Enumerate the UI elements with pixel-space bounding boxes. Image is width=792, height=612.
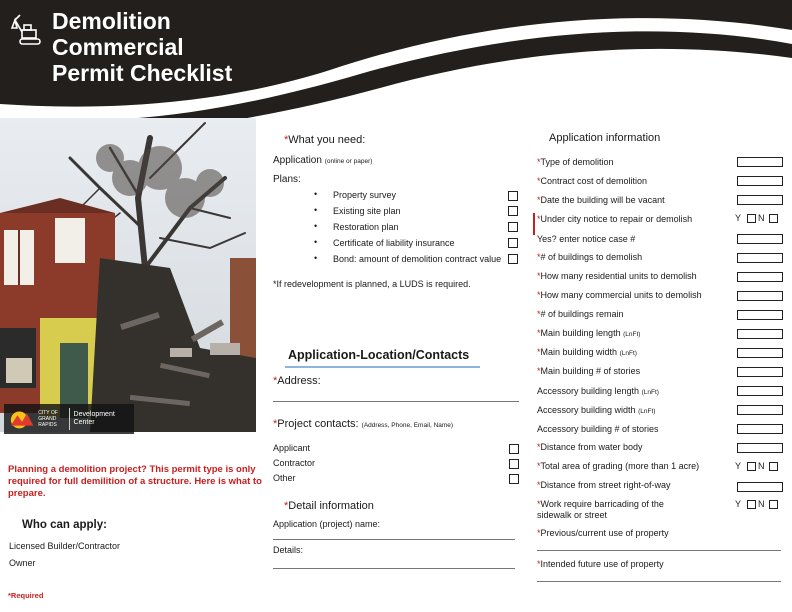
- intro-text: Planning a demolition project? This permit type is only required for full demilition of a structure. Here is what to prepare.: [8, 464, 262, 499]
- app-item-buildings-to-demolish: [537, 252, 642, 262]
- bracket-mark: [533, 213, 535, 235]
- yes-checkbox[interactable]: [747, 500, 756, 509]
- app-item-accessory-stories: [537, 424, 659, 434]
- no-checkbox[interactable]: [769, 214, 778, 223]
- type-of-demolition-field[interactable]: [737, 157, 783, 167]
- app-item-main-length: [537, 328, 640, 338]
- accessory-stories-field[interactable]: [737, 424, 783, 434]
- required-mark: *: [537, 461, 541, 471]
- page-title: [52, 8, 232, 86]
- required-mark: *: [537, 252, 541, 262]
- title-line-1: Demolition: [52, 8, 171, 34]
- city-notice-yn: [735, 213, 780, 223]
- luds-note: *If redevelopment is planned, a LUDS is required.: [273, 279, 471, 289]
- contact-applicant: Applicant: [273, 443, 311, 453]
- contact-checkbox-contractor[interactable]: [509, 459, 519, 469]
- barricading-line-2: sidewalk or street: [537, 510, 608, 520]
- app-item-label: Main building # of stories: [540, 366, 641, 376]
- required-mark: *: [537, 271, 541, 281]
- commercial-units-field[interactable]: [737, 291, 783, 301]
- app-item-label: Intended future use of property: [540, 559, 664, 569]
- address-label: Address:: [277, 375, 321, 387]
- app-item-vacant-date: [537, 195, 665, 205]
- contacts-sub: (Address, Phone, Email, Name): [361, 422, 454, 429]
- logo-divider: [69, 408, 70, 430]
- required-mark: *: [537, 366, 541, 376]
- app-item-contract-cost: [537, 176, 647, 186]
- app-item-label: Main building width: [540, 347, 618, 357]
- plans-label: Plans:: [273, 174, 301, 185]
- plan-item-existing-site-plan: Existing site plan: [333, 206, 401, 216]
- plan-item-bond: Bond: amount of demolition contract value: [333, 254, 502, 264]
- what-you-need-label: What you need:: [288, 134, 366, 146]
- notice-case-label: Yes? enter notice case #: [537, 234, 636, 244]
- previous-use-input[interactable]: [537, 550, 781, 551]
- lnft-unit: (LnFt): [638, 408, 656, 415]
- city-name: CITY OF GRAND RAPIDS: [38, 410, 58, 428]
- required-mark: *: [537, 347, 541, 357]
- title-line-3: Permit Checklist: [52, 60, 233, 86]
- accessory-length-field[interactable]: [737, 386, 783, 396]
- yes-label: Y: [735, 213, 742, 223]
- no-label: N: [758, 213, 765, 223]
- who-can-apply-heading: Who can apply:: [22, 519, 107, 531]
- app-item-label: Distance from street right-of-way: [540, 480, 671, 490]
- required-mark: *: [537, 290, 541, 300]
- contact-contractor: Contractor: [273, 458, 316, 468]
- required-mark: *: [537, 195, 541, 205]
- main-length-field[interactable]: [737, 329, 783, 339]
- plan-checkbox-restoration-plan[interactable]: [508, 222, 518, 232]
- required-mark: *: [537, 442, 541, 452]
- required-mark: *: [273, 418, 278, 430]
- app-item-label: Contract cost of demolition: [540, 176, 648, 186]
- residential-units-field[interactable]: [737, 272, 783, 282]
- notice-case-field[interactable]: [737, 234, 783, 244]
- required-mark: *: [273, 375, 278, 387]
- plan-checkbox-bond[interactable]: [508, 254, 518, 264]
- water-body-field[interactable]: [737, 443, 783, 453]
- yes-checkbox[interactable]: [747, 462, 756, 471]
- app-item-water-body: [537, 442, 643, 452]
- project-name-label: Application (project) name:: [273, 519, 381, 529]
- yes-checkbox[interactable]: [747, 214, 756, 223]
- app-item-main-width: [537, 347, 637, 357]
- vacant-date-field[interactable]: [737, 195, 783, 205]
- what-you-need-heading: [284, 134, 365, 146]
- app-item-accessory-length: [537, 386, 659, 396]
- contact-other: Other: [273, 473, 296, 483]
- bullet: •: [314, 205, 318, 215]
- required-mark: *: [537, 176, 541, 186]
- buildings-remain-field[interactable]: [737, 310, 783, 320]
- app-item-label: Under city notice to repair or demolish: [540, 214, 693, 224]
- bullet: •: [314, 253, 318, 263]
- no-label: N: [758, 499, 765, 509]
- lnft-unit: (LnFt): [619, 350, 637, 357]
- app-item-grading-area: [537, 461, 699, 471]
- app-info-heading: Application information: [549, 132, 661, 144]
- plan-checkbox-property-survey[interactable]: [508, 191, 518, 201]
- plan-checkbox-existing-site-plan[interactable]: [508, 206, 518, 216]
- heading-underline: [285, 366, 480, 368]
- buildings-to-demolish-field[interactable]: [737, 253, 783, 263]
- required-mark: *: [537, 309, 541, 319]
- project-name-input[interactable]: [273, 539, 515, 540]
- application-label: Application: [273, 155, 322, 166]
- required-mark: *: [537, 157, 541, 167]
- app-item-street-distance: [537, 480, 671, 490]
- address-row: [273, 375, 321, 387]
- main-width-field[interactable]: [737, 348, 783, 358]
- future-use-input[interactable]: [537, 581, 781, 582]
- app-item-commercial-units: [537, 290, 702, 300]
- required-mark: *: [284, 134, 289, 146]
- who-item-builder: Licensed Builder/Contractor: [9, 541, 121, 551]
- title-line-2: Commercial: [52, 34, 184, 60]
- app-item-main-stories: [537, 366, 640, 376]
- app-item-buildings-remain: [537, 309, 624, 319]
- required-mark: *: [537, 528, 541, 538]
- contacts-row: [273, 418, 453, 430]
- app-item-accessory-width: [537, 405, 655, 415]
- app-item-label: # of buildings to demolish: [540, 252, 643, 262]
- city-logo: [4, 404, 134, 434]
- app-item-city-notice: [537, 214, 692, 224]
- who-item-owner: Owner: [9, 558, 36, 568]
- contacts-label: Project contacts:: [277, 418, 359, 430]
- address-input[interactable]: [273, 401, 519, 402]
- application-row: [273, 155, 372, 166]
- accessory-width-field[interactable]: [737, 405, 783, 415]
- contact-checkbox-other[interactable]: [509, 474, 519, 484]
- required-mark: *: [537, 328, 541, 338]
- contact-checkbox-applicant[interactable]: [509, 444, 519, 454]
- required-mark: *: [537, 559, 541, 569]
- plan-item-liability-insurance: Certificate of liability insurance: [333, 238, 455, 248]
- detail-heading-label: Detail information: [288, 500, 374, 512]
- app-item-future-use: [537, 559, 664, 569]
- app-item-previous-use: [537, 528, 669, 538]
- details-label: Details:: [273, 545, 304, 555]
- plan-item-restoration-plan: Restoration plan: [333, 222, 399, 232]
- excavator-icon: [10, 12, 46, 46]
- barricading-yn: [735, 499, 780, 509]
- required-mark: *: [537, 480, 541, 490]
- required-mark: *: [284, 500, 289, 512]
- plan-item-property-survey: Property survey: [333, 190, 397, 200]
- details-input[interactable]: [273, 568, 515, 569]
- detail-heading: [284, 500, 374, 512]
- app-item-label: Main building length: [540, 328, 621, 338]
- bullet: •: [314, 237, 318, 247]
- no-checkbox[interactable]: [769, 500, 778, 509]
- yes-label: Y: [735, 499, 742, 509]
- demolition-photo: [0, 118, 256, 432]
- app-item-label: How many commercial units to demolish: [540, 290, 702, 300]
- app-item-barricading: [537, 499, 664, 509]
- app-item-type-of-demolition: [537, 157, 614, 167]
- lnft-unit: (LnFt): [641, 389, 659, 396]
- city-mark-icon: [8, 407, 36, 431]
- app-item-label: Date the building will be vacant: [540, 195, 665, 205]
- app-item-label: Accessory building # of stories: [537, 424, 659, 434]
- app-item-residential-units: [537, 271, 697, 281]
- yes-label: Y: [735, 461, 742, 471]
- application-sub: (online or paper): [324, 158, 373, 165]
- contract-cost-field[interactable]: [737, 176, 783, 186]
- no-label: N: [758, 461, 765, 471]
- department-name: Development Center: [73, 411, 115, 426]
- app-item-label: How many residential units to demolish: [540, 271, 697, 281]
- app-item-label: Total area of grading (more than 1 acre): [540, 461, 700, 471]
- app-item-label: Previous/current use of property: [540, 528, 669, 538]
- app-item-label: # of buildings remain: [540, 309, 624, 319]
- app-item-label: Work require barricading of the: [540, 499, 664, 509]
- app-item-label: Type of demolition: [540, 157, 614, 167]
- location-heading: Application-Location/Contacts: [288, 348, 470, 362]
- required-mark: *: [537, 214, 541, 224]
- lnft-unit: (LnFt): [623, 331, 641, 338]
- bullet: •: [314, 221, 318, 231]
- main-stories-field[interactable]: [737, 367, 783, 377]
- grading-yn: [735, 461, 780, 471]
- no-checkbox[interactable]: [769, 462, 778, 471]
- street-distance-field[interactable]: [737, 482, 783, 492]
- bullet: •: [314, 189, 318, 199]
- app-item-label: Accessory building width: [537, 405, 636, 415]
- app-item-label: Distance from water body: [540, 442, 643, 452]
- required-mark: *: [537, 499, 541, 509]
- app-item-label: Accessory building length: [537, 386, 640, 396]
- required-note: *Required: [8, 591, 44, 600]
- plan-checkbox-liability-insurance[interactable]: [508, 238, 518, 248]
